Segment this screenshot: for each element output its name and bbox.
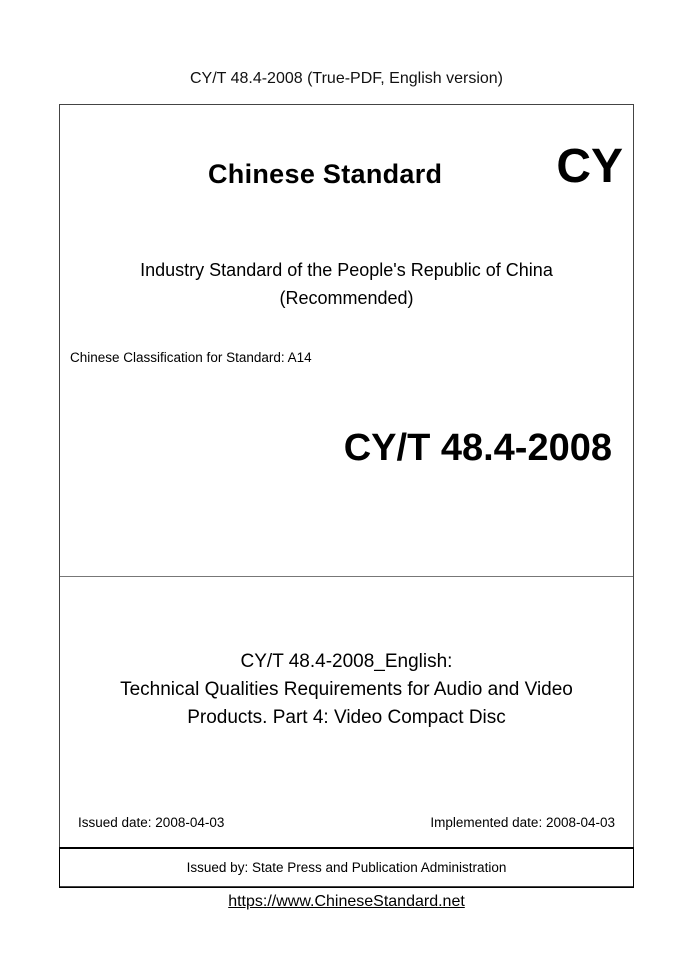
footer <box>0 893 693 911</box>
implemented-date: Implemented date: 2008-04-03 <box>430 815 615 830</box>
page-header: CY/T 48.4-2008 (True-PDF, English version) <box>189 70 503 87</box>
classification-label: Chinese Classification for Standard: A14 <box>70 350 312 365</box>
issued-date: Issued date: 2008-04-03 <box>78 815 225 830</box>
issuer-box: Issued by: State Press and Publication Administration <box>59 847 634 888</box>
website-link[interactable]: https://www.ChineseStandard.net <box>228 893 465 910</box>
cover-frame <box>59 104 634 887</box>
standard-mark: CY <box>556 140 623 193</box>
industry-line-1: Industry Standard of the People's Republic of China <box>140 260 553 280</box>
title-line-3: Products. Part 4: Video Compact Disc <box>187 707 506 728</box>
cover-top-section <box>60 105 633 577</box>
title-line-1: CY/T 48.4-2008_English: <box>240 651 453 672</box>
standard-number: CY/T 48.4-2008 <box>343 427 612 469</box>
document-title <box>60 648 633 732</box>
industry-line-2: (Recommended) <box>279 288 414 308</box>
cover-heading: Chinese Standard <box>208 159 443 189</box>
title-line-2: Technical Qualities Requirements for Audio and Video <box>120 679 573 700</box>
